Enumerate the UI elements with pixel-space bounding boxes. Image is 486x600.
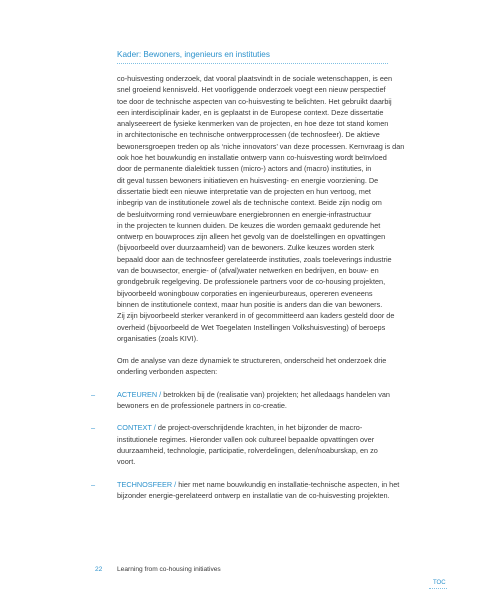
text-line: in architectonische en technische ontwerpprocessen (de technosfeer). De aktieve [117,130,380,140]
text-line: bijvoorbeeld woningbouw corporaties en ingenieurbureaus, opereren eveneens [117,288,373,298]
text-line: de besluitvorming rond vernieuwbare energiebronnen en energie-infrastructuur [117,209,372,219]
list-dash: – [91,479,96,489]
text-line: door de permanente dialektiek tussen (micro-) actors and (macro) instituties, in [117,164,372,174]
list-item [91,389,399,412]
list-term: CONTEXT / [117,423,156,433]
text-line [117,490,399,501]
text-line: onderling verbonden aspecten: [117,367,218,377]
text-line [117,389,399,400]
toc-link[interactable]: TOC [433,580,446,586]
list-dash: – [91,389,96,399]
list-text: bewoners en de professionele partners in co-creatie. [117,401,287,411]
paragraph-aspects-intro [117,355,399,378]
text-line: organisaties (zoals KIVI). [117,333,199,343]
paragraph-intro [117,73,405,344]
text-line: snel groeiend kennisveld. Het voorliggende onderzoek voegt een nieuw perspectief [117,85,386,95]
list-text: de project-overschrijdende krachten, in het bijzonder de macro- [155,423,363,433]
text-line [117,434,399,445]
text-line: co-huisvesting onderzoek, dat vooral plaatsvindt in de sociale wetenschappen, is een [117,74,393,83]
text-line: inbegrip van de institutionele zowel als de technische context. Beide zijn nodig om [117,198,382,208]
list-item [91,422,399,467]
text-line: ook hoe het bouwkundig en installatie ontwerp vann co-huisvesting wordt beïnvloed [117,153,387,163]
text-line: (bijvoorbeeld over duurzaamheid) van de bewoners. Zulke keuzes worden sterk [117,243,375,253]
text-line: grondgebruik regelgeving. De professionele partners voor de co-housing projekten, [117,277,386,287]
text-line: ontwerp en bouwproces zijn alleen het gevolg van de doelstellingen en opvattingen [117,232,386,242]
text-line: toe door de technische aspecten van co-huisvesting te belichten. Het gebruikt daarbij [117,96,392,106]
text-line: analyseereert de fysieke kenmerken van de projecten, en hoe deze tot stand komen [117,119,389,129]
list-term: ACTEUREN / [117,389,162,399]
list-text: betrokken bij de (realisatie van) projekten; het alledaags handelen van [161,389,390,399]
text-line [117,479,399,490]
text-line [117,456,399,467]
text-line: overheid (bijvoorbeeld de Wet Toegelaten Instellingen Volkshuisvesting) of beroeps [117,322,386,332]
body-text [91,73,405,501]
list-text: institutionele regimes. Hieronder vallen ook cultureel bepaalde opvattingen over [117,434,375,444]
text-line: in the projecten te kunnen duiden. De keuzes die worden gemaakt gedurende het [117,220,381,230]
text-line: binnen de institutionele context, maar hun positie is anders dan die van bewoners. [117,299,383,309]
text-line: een interdisciplinair kader, en is geplaatst in de Europese context. Deze dissertatie [117,107,384,117]
text-line: bewonersgroepen treden op als ‘niche innovators’ van deze processen. Kernvraag is dan [117,141,405,151]
running-footer-title: Learning from co-housing initiatives [117,566,221,573]
list-text: hier met name bouwkundig en installatie-technische aspecten, in het [176,479,400,489]
text-line: bepaald door aan de technosfeer gerelateerde instituties, zoals toeleverings industrie [117,254,392,264]
list-text: duurzaamheid, technologie, participatie, rolverdelingen, delen/noaburskap, en zo [117,445,378,455]
text-line: Om de analyse van deze dynamiek te structureren, onderscheid het onderzoek drie [117,356,387,366]
aspects-list [91,389,400,501]
text-line [117,422,399,433]
list-term: TECHNOSFEER / [117,479,177,489]
list-dash: – [91,423,96,433]
list-item [91,479,400,502]
text-line: Zij zijn bijvoorbeeld sterker verankerd in of gecommitteerd aan kaders gesteld door de [117,311,395,321]
list-text: bijzonder energie-gerelateerd ontwerp en installatie van de co-huisvesting projekten. [117,490,390,500]
toc-underline [429,588,447,589]
text-line [117,400,399,411]
text-line [117,445,399,456]
box-title-divider [117,63,388,64]
text-line: dit geval tussen bewoners initiatieven en huisvesting- en energie voorziening. De [117,175,379,185]
text-line: van de bouwsector, energie- of (afval)water netwerken en bedrijven, en bouw- en [117,266,379,276]
page-number: 22 [95,566,103,573]
list-text: voort. [117,457,136,467]
box-title: Kader: Bewoners, ingenieurs en instituties [117,50,270,59]
text-line: dissertatie biedt een nieuwe interpretatie van de projecten en hun vertoog, met [117,186,371,196]
